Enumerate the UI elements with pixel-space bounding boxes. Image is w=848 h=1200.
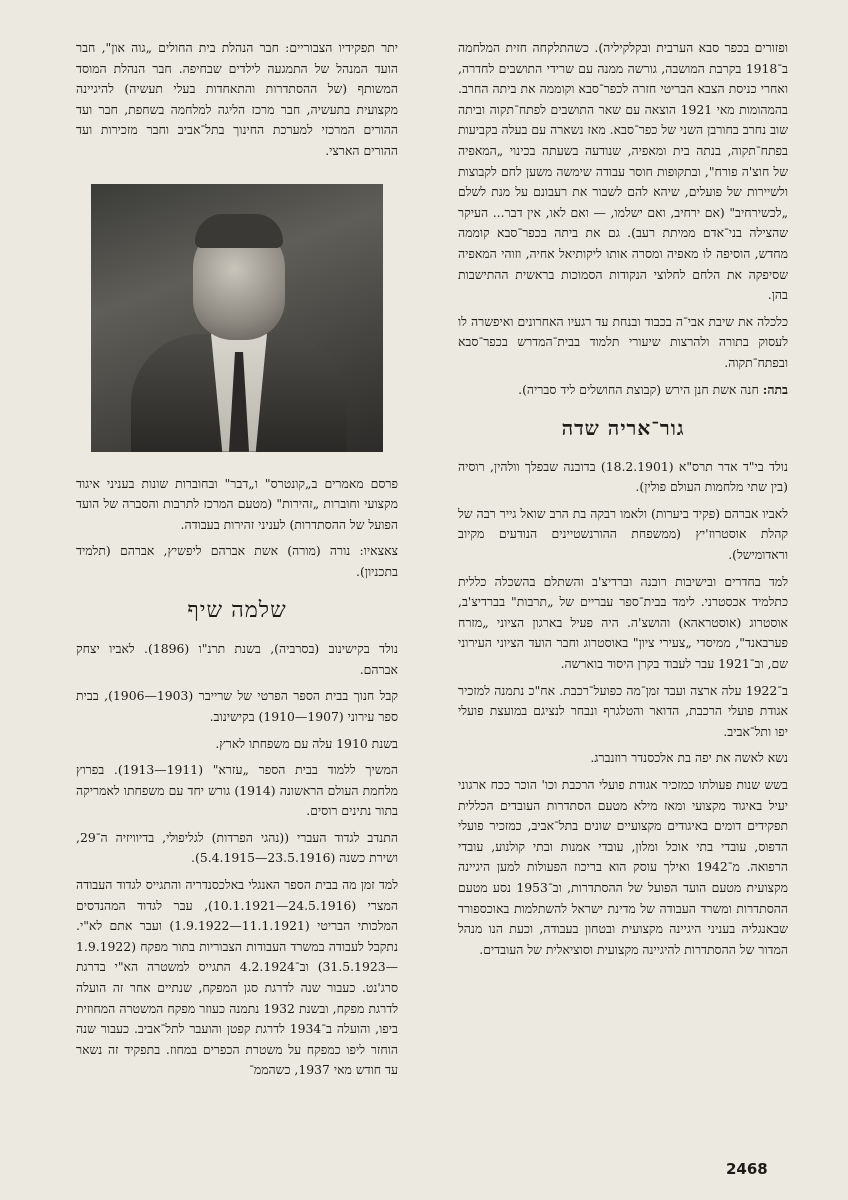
left-column <box>76 38 398 1087</box>
page-number: 2468 <box>726 1160 768 1178</box>
right-column <box>458 38 788 966</box>
photo-hair <box>195 214 283 248</box>
publications-paragraph: פרסם מאמרים ב„קונטרס" ו„דבר" ובחוברות שונות בעניני איגוד מקצועי וחוברות „זהירות" (מטעם המרכז לתרבות והסברה של הועד הפועל של ההסתדרות) לעניני זהירות בעבודה. <box>76 475 398 532</box>
daughter-label: בתה: <box>762 381 788 397</box>
bio2-paragraph-5: נשא לאשה את יפה בת אלכסנדר רוזנברג. <box>590 750 788 766</box>
bio3-paragraph-6: למד זמן מה בבית הספר האנגלי באלכסנדריה והתגייס לגדוד העבודה המצרי (24.5.1916—10.1.1921), עבר לגדוד המהנדסים המלכותי הבריטי (11.1.1921—1.9.1922) ועבר אתם לא"י. נתקבל לעבודה במשרד העבודות הצבוריות בתור מפקח (1.9.1922—31.5.1923) וב־4.2.1924 התגייס למשטרה הא"י בדרגת סרג'נט. כעבור שנה לדרגת סגן המפקח, שנתיים אחר זה הועלה לדרגת מפקח, ובשנת 1932 נתמנה כעוזר מפקח המשטרה המחוזית ביפו, והועלה ב־1934 לדרגת קפטן והועבר לתל־אביב. כעבור שנה הוחזר ליפו כמפקח על משטרת הכפרים במחוז. בתפקיד זה נשאר עד חודש מאי 1937, כשהממ־ <box>76 877 398 1078</box>
bio2-paragraph-6: בשש שנות פעולתו כמזכיר אגודת פועלי הרכבת וכו' הוכר ככח ארגוני יעיל באיגוד מקצועי ומאז מילא מטעם הסתדרות העובדים הכללית תפקידים דומים באיגודים מקצועיים שונים בתל־אביב, כמזכיר פועלי הדפוס, עובדי בתי אוכל ומלון, עובדי אמנות ובתי קולנוע, עובדי הרפואה. מ־1942 ואילך עוסק הוא בריכוז הפעולות למען היגיינה מקצועית מטעם הועד הפועל של ההסתדרות, וב־1953 נסע מטעם ההסתדרות ומשרד העבודה של מדינת ישראל להשתלמות באוכספורד שבאנגליה בעניני היגיינה מקצועית ובטחון בעבודה, וכעת הנו מנהל המדור של ההסתדרות להיגיינה מקצועית וסוציאלית של העובדים. <box>458 777 788 957</box>
bio3-paragraph-3: בשנת 1910 עלה עם משפחתו לארץ. <box>215 735 398 751</box>
daughter-text: חנה אשת חנן הירש (קבוצת החושלים ליד סבריה). <box>518 381 759 397</box>
section-heading-shlomo-shif: שלמה שיף <box>187 597 287 623</box>
bio2-paragraph-3: למד בחדרים ובישיבות רובנה וברדיצ'ב והשתלם בהשכלה כללית כתלמיד אכסטרני. לימד בבית־ספר עבריים של „תרבות" בברדיצ'ב, אוסטרוג (אוסטראהא) והושצ'ה. היה פעיל בארגון הציוני „מזרח פערבאנד", ממיסדי „צעירי ציון" באוסטרוג וחבר הועד הציוני העירוני שם, וב־1921 עבר לעבוד בקרן היסוד בוארשה. <box>458 573 788 672</box>
daughter-line <box>458 380 788 401</box>
bio3-paragraph-2: קבל חנוך בבית הספר הפרטי של שרייבר (1903—1906), בבית ספר עירוני (1907—1910) בקישינוב. <box>76 688 398 724</box>
descendants-paragraph: צאצאיו: נורה (מורה) אשת אברהם ליפשיץ, אברהם (תלמיד בתכניון). <box>76 543 398 579</box>
intro-paragraph-2: כלכלה את שיבת אבי־ה בכבוד ובנחת עד רגעיו האחרונים ואיפשרה לו לעסוק בתורה ולהרצות שיעורי תלמוד בבית־המדרש בכפר־סבא ובפתח־תקוה. <box>458 313 788 370</box>
public-roles-paragraph: יתר תפקידיו הצבוריים: חבר הנהלת בית החולים „גוה און", חבר הועד המנהל של התמגעה לילדים שבחיפה. חבר הנהלת המוסד המשותף (של ההסתדרות והתאחדות בעלי תעשיה) להיגיינה מקצועית בתעשיה, חבר מרכז הליגה למלחמה בשחפת, חבר ועד ההורים המרכזי למערכת החינוך בתל־אביב וחבר מזכירות ועד ההורים הארצי. <box>76 40 398 158</box>
bio3-paragraph-4: המשיך ללמוד בבית הספר „עזרא" (1911—1913). בפרוץ מלחמת העולם הראשונה (1914) גורש יחד עם משפחתו לאמריקה בתור נתינים רוסים. <box>76 762 398 819</box>
portrait-photo <box>91 184 383 452</box>
bio2-paragraph-4: ב־1922 עלה ארצה ועבד זמן־מה כפועל־רכבת. אח"כ נתמנה למזכיר אגודת פועלי הרכבת, הדואר והטלגרף ונבחר לנציגם במועצת פועלי יפו ותל־אביב. <box>458 682 788 739</box>
bio3-paragraph-5: התנדב לגדוד העברי ((נהגי הפרדות) לגליפולי, בדיוויזיה ה־29, ושירת כשנה (23.5.1916—5.4.1915). <box>76 829 398 866</box>
bio3-paragraph-1: נולד בקישינוב (בסרביה), בשנת תרנ"ו (1896). לאביו יצחק אברהם. <box>76 641 398 677</box>
bio2-paragraph-2: לאביו אברהם (פקיד ביערות) ולאמו רבקה בת הרב שואל גייר רבה של קהלת אוסטרוז'יץ (ממשפחת ההורנשטיינים הנודעים מקיוב וראדומישל). <box>458 505 788 563</box>
bio2-paragraph-1: נולד בי"ד אדר תרס"א (18.2.1901) בדובנה שבפלך וולהין, רוסיה (בין שתי מלחמות העולם פולין). <box>458 458 788 495</box>
section-heading-gur-arie: גור־אריה שדה <box>561 416 685 441</box>
intro-paragraph-1: ופזורים בכפר סבא הערבית ובקלקיליה). כשהתלקחה חזית המלחמה ב־1918 בקרבת המושבה, גורשה ממנה עם שרידי התושבים לחדרה, ואחרי כניסת הצבא הבריטי חזרה לכפר־סבא וקוממה את ביתה החרב. בהמהומות מאי 1921 הוצאה עם שאר התושבים לפתח־תקוה וביתה שוב נחרב בחורבן השני של כפר־סבא. מאז נשארה עם בעלה בקביעות בפתח־תקוה, בנתה בית ומאפיה, שנודעה בשעתה בכינוי „המאפיה של חוצ'ה פורח", ובתקופות חוסר עבודה שימשה משען לחם לקבוצות ולשיירות של פועלים, שיהא להם לשבור את רעבונם על מנת לשלם „לכשירחיב" (אם ירחיב, ואם ישלמו, — ואם לאו, אין דבר... העיקר שהצילה בני־אדם ממיתת רעב). גם את ביתה בכפר־סבא קוממה מחדש, הוסיפה לו מאפיה ומסרה אותו ליקותיאל אחיה, וזוהי המאפיה שסיפקה את הלחם לחלוצי הנקודות הסמוכות בראשית ההתישבות בהן. <box>458 40 788 303</box>
